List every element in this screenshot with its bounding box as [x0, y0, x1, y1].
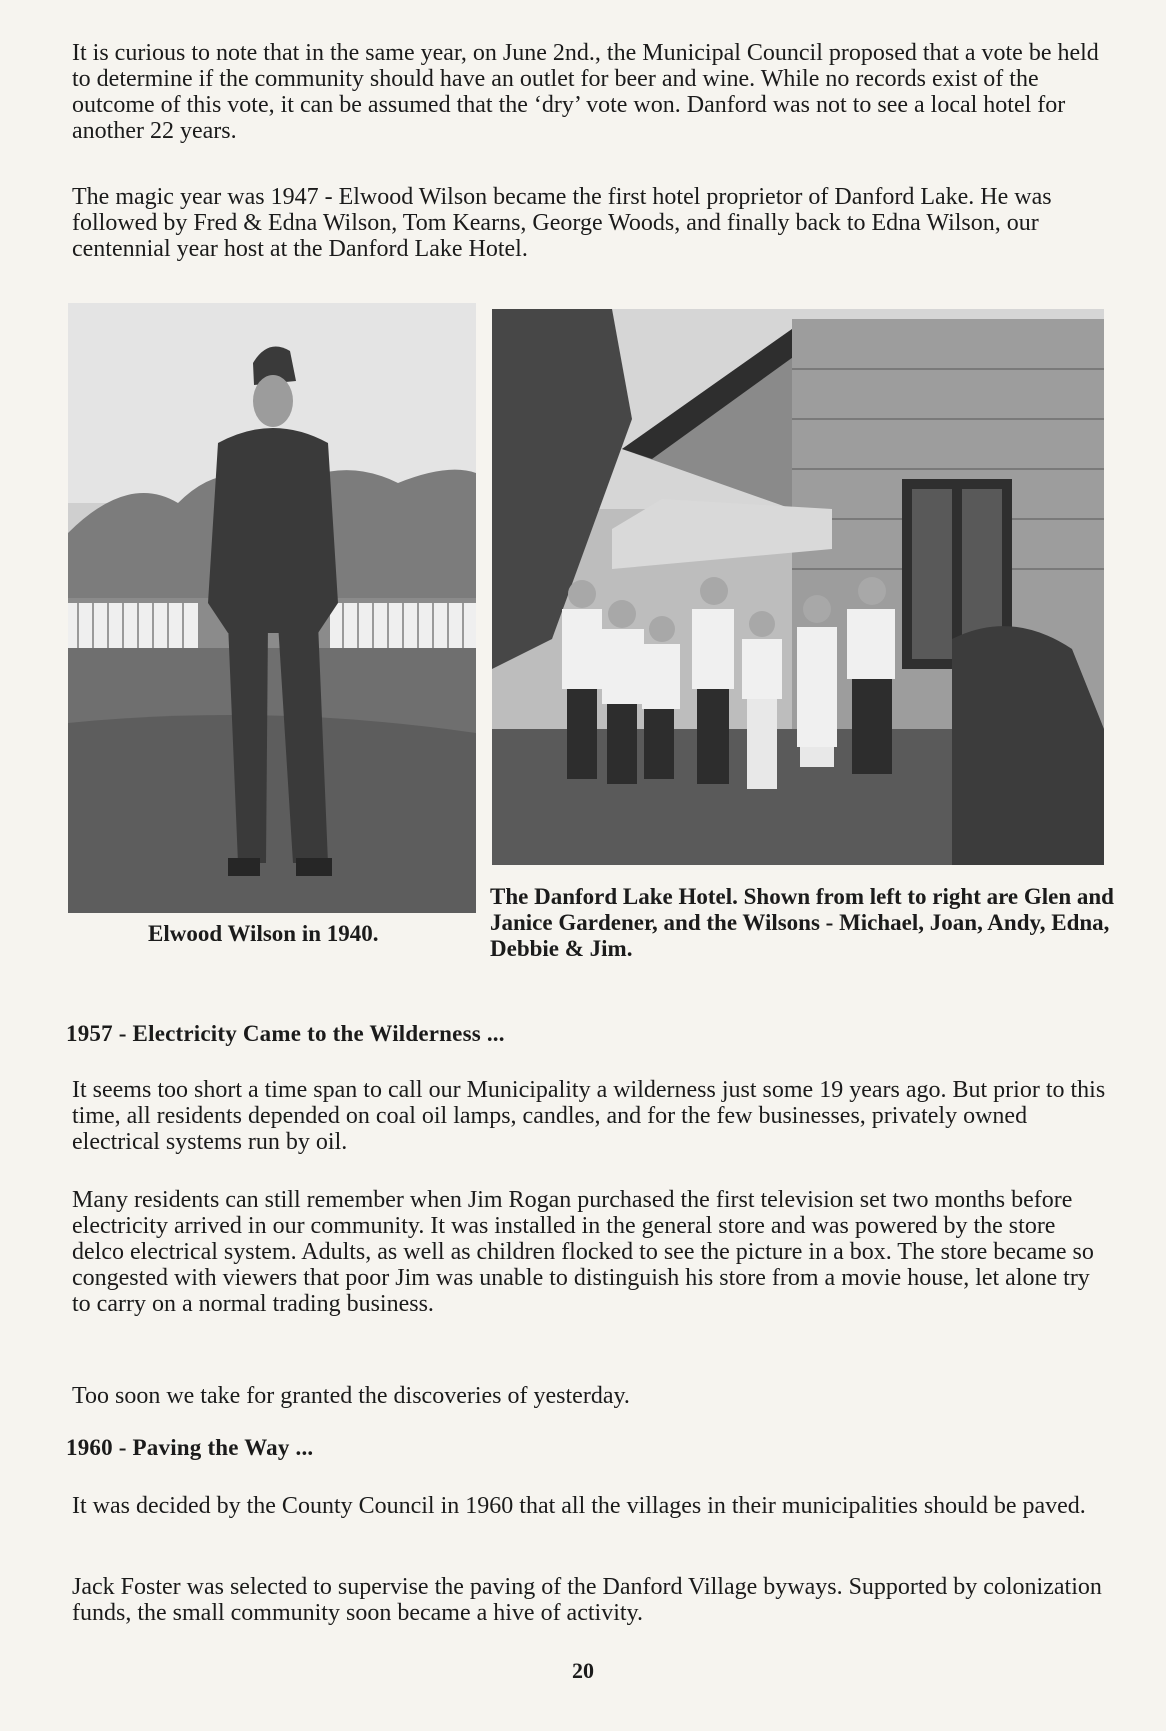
paragraph-wilderness: It seems too short a time span to call our Municipality a wilderness just some 19 years ago. But prior to this time, all residents depended on coal oil lamps, candles, and for the few businesses, privately owned electrical systems run by oil. — [72, 1077, 1106, 1155]
photo-danford-lake-hotel — [492, 309, 1104, 865]
heading-electricity: 1957 - Electricity Came to the Wilderness ... — [66, 1021, 505, 1046]
paragraph-discoveries: Too soon we take for granted the discoveries of yesterday. — [72, 1383, 630, 1409]
caption-elwood-wilson: Elwood Wilson in 1940. — [148, 921, 379, 946]
paragraph-television: Many residents can still remember when Jim Rogan purchased the first television set two months before electricity arrived in our community. It was installed in the general store and was powered by the store delco electrical system. Adults, as well as children flocked to see the picture in a box. The store became so congested with viewers that poor Jim was unable to distinguish his store from a movie house, let alone try to carry on a normal trading business. — [72, 1187, 1094, 1317]
paragraph-hotel: The magic year was 1947 - Elwood Wilson became the first hotel proprietor of Danford Lake. He was followed by Fred & Edna Wilson, Tom Kearns, George Woods, and finally back to Edna Wilson, our centennial year host at the Danford Lake Hotel. — [72, 184, 1052, 262]
photo-elwood-wilson — [68, 303, 476, 913]
paragraph-paved: It was decided by the County Council in 1960 that all the villages in their municipalities should be paved. — [72, 1493, 1086, 1519]
heading-paving: 1960 - Paving the Way ... — [66, 1435, 314, 1460]
paragraph-foster: Jack Foster was selected to supervise the paving of the Danford Village byways. Supported by colonization funds, the small community soon became a hive of activity. — [72, 1574, 1102, 1626]
caption-danford-lake-hotel: The Danford Lake Hotel. Shown from left to right are Glen and Janice Gardener, and the Wilsons - Michael, Joan, Andy, Edna, Debbie & Jim. — [490, 884, 1114, 961]
paragraph-vote: It is curious to note that in the same year, on June 2nd., the Municipal Council proposed that a vote be held to determine if the community should have an outlet for beer and wine. While no records exist of the outcome of this vote, it can be assumed that the ‘dry’ vote won. Danford was not to see a local hotel for another 22 years. — [72, 40, 1099, 144]
page-number: 20 — [572, 1658, 594, 1683]
